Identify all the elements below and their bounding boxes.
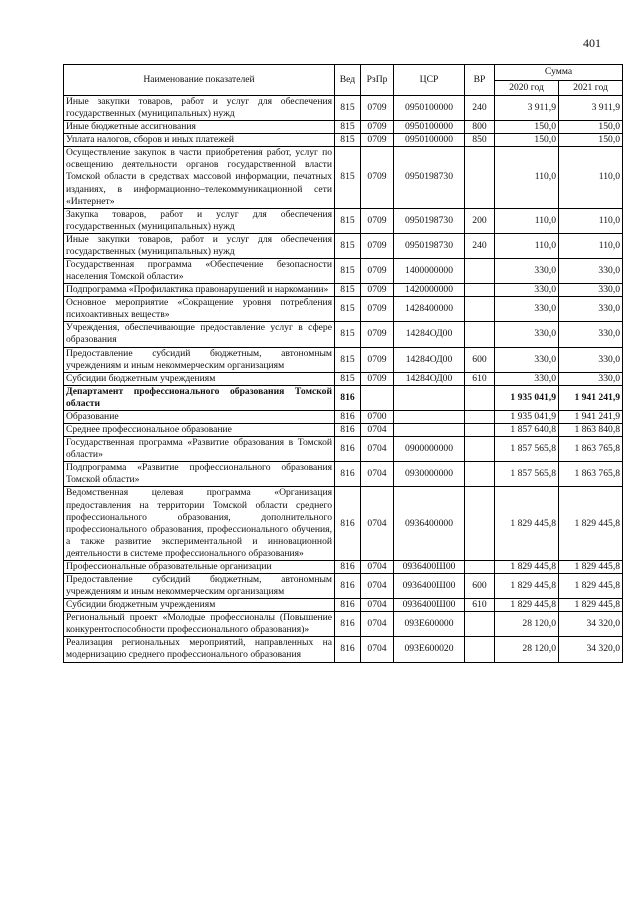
cell-vr: 850 (465, 134, 495, 147)
table-row (64, 599, 623, 612)
cell-ved: 816 (335, 410, 361, 423)
cell-ved: 816 (335, 573, 361, 598)
cell-rzpr: 0709 (361, 259, 394, 284)
cell-y2021: 3 911,9 (559, 96, 623, 121)
cell-y2020: 1 829 445,8 (495, 599, 559, 612)
table-row (64, 424, 623, 437)
table-row (64, 437, 623, 462)
cell-name: Основное мероприятие «Сокращение уровня потребления психоактивных веществ» (64, 297, 335, 322)
header-csr: ЦСР (394, 65, 465, 96)
table-row (64, 637, 623, 662)
cell-y2020: 330,0 (495, 322, 559, 347)
cell-ved: 815 (335, 96, 361, 121)
cell-name: Ведомственная целевая программа «Организация предоставления на территории Томской области среднего профессионального образования, дополнительного профессионального образования, профессионального обучения, а также развитие экспериментальной и инновационной деятельности в системе профессионального образования» (64, 487, 335, 560)
cell-name: Региональный проект «Молодые профессионалы (Повышение конкурентоспособности профессионального образования)» (64, 612, 335, 637)
cell-rzpr: 0709 (361, 121, 394, 134)
cell-name: Образование (64, 410, 335, 423)
cell-vr (465, 462, 495, 487)
table-row (64, 134, 623, 147)
cell-y2021: 150,0 (559, 121, 623, 134)
table-row (64, 147, 623, 208)
table-row (64, 96, 623, 121)
cell-y2021: 1 863 765,8 (559, 437, 623, 462)
cell-name: Уплата налогов, сборов и иных платежей (64, 134, 335, 147)
cell-vr (465, 385, 495, 410)
cell-y2020: 1 935 041,9 (495, 410, 559, 423)
cell-ved: 816 (335, 462, 361, 487)
cell-vr (465, 637, 495, 662)
cell-name: Подпрограмма «Профилактика правонарушений и наркомании» (64, 284, 335, 297)
header-rzpr: РзПр (361, 65, 394, 96)
cell-vr (465, 297, 495, 322)
cell-csr: 093Е600000 (394, 612, 465, 637)
table-row (64, 259, 623, 284)
cell-vr (465, 612, 495, 637)
header-2021: 2021 год (559, 81, 623, 96)
cell-y2021: 34 320,0 (559, 637, 623, 662)
cell-rzpr: 0709 (361, 372, 394, 385)
cell-y2021: 1 941 241,9 (559, 385, 623, 410)
table-row (64, 208, 623, 233)
cell-y2020: 1 857 565,8 (495, 437, 559, 462)
table-row (64, 233, 623, 258)
cell-name: Государственная программа «Обеспечение безопасности населения Томской области» (64, 259, 335, 284)
cell-y2020: 1 829 445,8 (495, 560, 559, 573)
cell-vr (465, 284, 495, 297)
cell-vr (465, 259, 495, 284)
cell-y2020: 330,0 (495, 347, 559, 372)
cell-y2020: 1 935 041,9 (495, 385, 559, 410)
cell-ved: 815 (335, 284, 361, 297)
cell-name: Субсидии бюджетным учреждениям (64, 599, 335, 612)
table-row (64, 297, 623, 322)
cell-csr: 0936400000 (394, 487, 465, 560)
cell-name: Закупка товаров, работ и услуг для обеспечения государственных (муниципальных) нужд (64, 208, 335, 233)
table-row (64, 462, 623, 487)
cell-rzpr (361, 385, 394, 410)
cell-ved: 816 (335, 599, 361, 612)
cell-y2021: 110,0 (559, 208, 623, 233)
cell-y2021: 330,0 (559, 259, 623, 284)
cell-csr: 0950198730 (394, 208, 465, 233)
cell-rzpr: 0704 (361, 560, 394, 573)
cell-y2021: 1 829 445,8 (559, 560, 623, 573)
cell-name: Иные закупки товаров, работ и услуг для обеспечения государственных (муниципальных) нужд (64, 96, 335, 121)
cell-csr: 1420000000 (394, 284, 465, 297)
table-row (64, 372, 623, 385)
header-ved: Вед (335, 65, 361, 96)
table-row (64, 487, 623, 560)
header-2020: 2020 год (495, 81, 559, 96)
cell-ved: 815 (335, 297, 361, 322)
cell-name: Среднее профессиональное образование (64, 424, 335, 437)
table-row (64, 347, 623, 372)
cell-name: Осуществление закупок в части приобретения работ, услуг по освещению деятельности органов государственной власти Томской области в средствах массовой информации, печатных изданиях, в информационно–телекоммуникационной сети «Интернет» (64, 147, 335, 208)
cell-y2020: 3 911,9 (495, 96, 559, 121)
cell-name: Департамент профессионального образования Томской области (64, 385, 335, 410)
cell-vr: 240 (465, 96, 495, 121)
budget-table (63, 64, 623, 663)
cell-csr: 0950198730 (394, 233, 465, 258)
cell-ved: 816 (335, 385, 361, 410)
cell-y2021: 330,0 (559, 322, 623, 347)
table-row (64, 410, 623, 423)
cell-ved: 815 (335, 322, 361, 347)
cell-name: Субсидии бюджетным учреждениям (64, 372, 335, 385)
cell-y2020: 1 857 640,8 (495, 424, 559, 437)
page-number: 401 (583, 36, 601, 50)
cell-vr: 800 (465, 121, 495, 134)
cell-ved: 816 (335, 560, 361, 573)
cell-csr: 0900000000 (394, 437, 465, 462)
cell-csr: 1428400000 (394, 297, 465, 322)
cell-ved: 816 (335, 612, 361, 637)
cell-csr: 093Е600020 (394, 637, 465, 662)
table-row (64, 121, 623, 134)
cell-y2020: 28 120,0 (495, 612, 559, 637)
cell-vr: 240 (465, 233, 495, 258)
table-row (64, 612, 623, 637)
cell-y2021: 1 863 840,8 (559, 424, 623, 437)
cell-y2021: 110,0 (559, 147, 623, 208)
cell-vr (465, 560, 495, 573)
cell-csr: 0930000000 (394, 462, 465, 487)
table-row (64, 322, 623, 347)
cell-rzpr: 0704 (361, 487, 394, 560)
table-row (64, 560, 623, 573)
cell-vr (465, 410, 495, 423)
header-sum: Сумма (495, 65, 623, 81)
cell-y2020: 1 829 445,8 (495, 487, 559, 560)
cell-rzpr: 0704 (361, 424, 394, 437)
cell-y2021: 1 829 445,8 (559, 487, 623, 560)
cell-rzpr: 0704 (361, 437, 394, 462)
cell-rzpr: 0709 (361, 134, 394, 147)
cell-vr (465, 424, 495, 437)
cell-ved: 815 (335, 147, 361, 208)
cell-rzpr: 0709 (361, 208, 394, 233)
cell-y2021: 330,0 (559, 372, 623, 385)
cell-y2020: 150,0 (495, 121, 559, 134)
cell-vr (465, 487, 495, 560)
cell-vr: 610 (465, 372, 495, 385)
cell-y2020: 28 120,0 (495, 637, 559, 662)
cell-rzpr: 0709 (361, 322, 394, 347)
cell-y2021: 150,0 (559, 134, 623, 147)
cell-rzpr: 0709 (361, 233, 394, 258)
cell-name: Предоставление субсидий бюджетным, автономным учреждениям и иным некоммерческим организациям (64, 347, 335, 372)
cell-rzpr: 0709 (361, 297, 394, 322)
cell-rzpr: 0704 (361, 462, 394, 487)
cell-name: Подпрограмма «Развитие профессионального образования Томской области» (64, 462, 335, 487)
cell-y2020: 330,0 (495, 372, 559, 385)
cell-ved: 815 (335, 233, 361, 258)
cell-name: Учреждения, обеспечивающие предоставление услуг в сфере образования (64, 322, 335, 347)
cell-ved: 815 (335, 134, 361, 147)
cell-name: Предоставление субсидий бюджетным, автономным учреждениям и иным некоммерческим организациям (64, 573, 335, 598)
cell-ved: 816 (335, 637, 361, 662)
table-row (64, 385, 623, 410)
cell-csr: 0950100000 (394, 134, 465, 147)
cell-ved: 816 (335, 424, 361, 437)
cell-csr: 0950198730 (394, 147, 465, 208)
cell-y2021: 1 829 445,8 (559, 599, 623, 612)
table-row (64, 284, 623, 297)
cell-name: Реализация региональных мероприятий, направленных на модернизацию среднего профессионального образования (64, 637, 335, 662)
cell-name: Иные закупки товаров, работ и услуг для обеспечения государственных (муниципальных) нужд (64, 233, 335, 258)
cell-name: Профессиональные образовательные организации (64, 560, 335, 573)
cell-y2020: 110,0 (495, 233, 559, 258)
cell-y2021: 110,0 (559, 233, 623, 258)
table-row (64, 573, 623, 598)
cell-ved: 815 (335, 372, 361, 385)
cell-y2021: 330,0 (559, 347, 623, 372)
cell-y2021: 330,0 (559, 297, 623, 322)
cell-rzpr: 0709 (361, 347, 394, 372)
cell-rzpr: 0709 (361, 96, 394, 121)
cell-rzpr: 0709 (361, 284, 394, 297)
cell-rzpr: 0704 (361, 599, 394, 612)
cell-csr (394, 410, 465, 423)
cell-y2020: 1 857 565,8 (495, 462, 559, 487)
cell-y2020: 330,0 (495, 297, 559, 322)
cell-y2020: 330,0 (495, 259, 559, 284)
cell-y2021: 34 320,0 (559, 612, 623, 637)
cell-y2021: 1 829 445,8 (559, 573, 623, 598)
cell-csr: 14284ОД00 (394, 372, 465, 385)
cell-vr: 600 (465, 573, 495, 598)
cell-ved: 815 (335, 259, 361, 284)
header-name: Наименование показателей (64, 65, 335, 96)
cell-rzpr: 0700 (361, 410, 394, 423)
cell-y2020: 110,0 (495, 147, 559, 208)
cell-ved: 815 (335, 208, 361, 233)
cell-ved: 815 (335, 347, 361, 372)
cell-y2020: 150,0 (495, 134, 559, 147)
cell-vr (465, 322, 495, 347)
cell-rzpr: 0704 (361, 573, 394, 598)
cell-y2020: 110,0 (495, 208, 559, 233)
cell-y2021: 1 941 241,9 (559, 410, 623, 423)
cell-y2021: 1 863 765,8 (559, 462, 623, 487)
cell-rzpr: 0704 (361, 612, 394, 637)
cell-csr: 14284ОД00 (394, 322, 465, 347)
cell-csr: 1400000000 (394, 259, 465, 284)
cell-csr: 0936400Ш00 (394, 560, 465, 573)
cell-csr: 0936400Ш00 (394, 573, 465, 598)
cell-vr: 610 (465, 599, 495, 612)
cell-rzpr: 0709 (361, 147, 394, 208)
header-vr: ВР (465, 65, 495, 96)
cell-y2020: 1 829 445,8 (495, 573, 559, 598)
cell-csr: 0950100000 (394, 96, 465, 121)
cell-rzpr: 0704 (361, 637, 394, 662)
cell-csr: 0936400Ш00 (394, 599, 465, 612)
cell-vr (465, 437, 495, 462)
cell-csr (394, 385, 465, 410)
cell-y2020: 330,0 (495, 284, 559, 297)
cell-vr: 200 (465, 208, 495, 233)
cell-ved: 816 (335, 437, 361, 462)
cell-name: Иные бюджетные ассигнования (64, 121, 335, 134)
cell-ved: 816 (335, 487, 361, 560)
cell-csr: 14284ОД00 (394, 347, 465, 372)
cell-vr (465, 147, 495, 208)
cell-csr (394, 424, 465, 437)
cell-y2021: 330,0 (559, 284, 623, 297)
cell-csr: 0950100000 (394, 121, 465, 134)
cell-name: Государственная программа «Развитие образования в Томской области» (64, 437, 335, 462)
cell-vr: 600 (465, 347, 495, 372)
cell-ved: 815 (335, 121, 361, 134)
